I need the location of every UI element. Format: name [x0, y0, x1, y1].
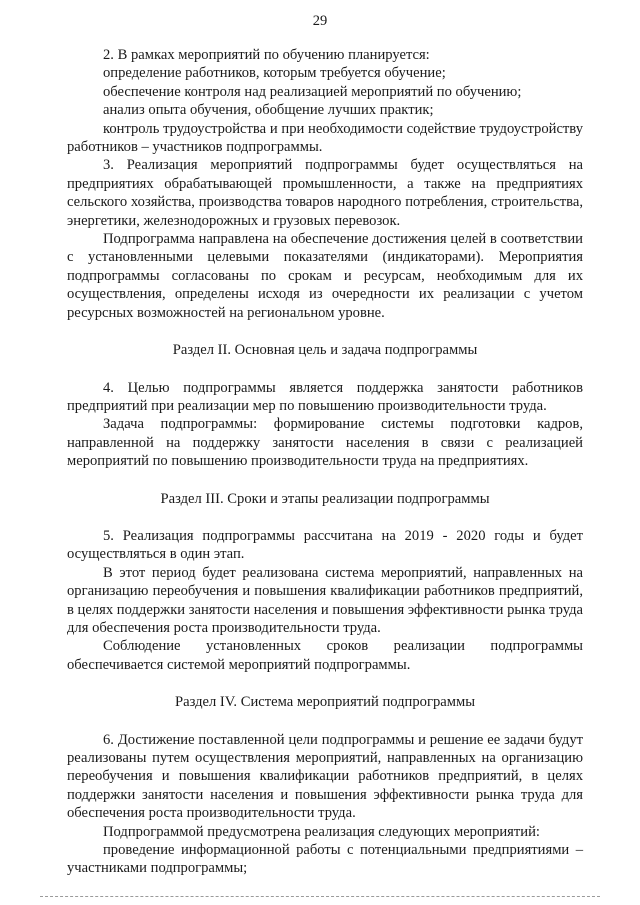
section-heading-ii: Раздел II. Основная цель и задача подпрограммы [172, 342, 478, 359]
paragraph-3: 3. Реализация мероприятий подпрограммы будет осуществляться на предприятиях обрабатывающей промышленности, а также на предприятиях сельского хозяйства, производства товаров народного потребления, строительства, энергетики, железнодорожных и грузовых перевозок. [67, 157, 583, 229]
paragraph: Соблюдение установленных сроков реализации подпрограммы обеспечивается системой мероприятий подпрограммы. [67, 638, 583, 673]
list-item: анализ опыта обучения, обобщение лучших практик; [103, 102, 434, 119]
paragraph-5: 5. Реализация подпрограммы рассчитана на 2019 - 2020 годы и будет осуществляться в один этап. [67, 527, 583, 563]
document-body [67, 46, 583, 878]
footer-divider [40, 896, 600, 897]
page-number: 29 [312, 13, 328, 29]
list-item: проведение информационной работы с потенциальными предприятиями – участниками подпрограммы; [67, 842, 583, 877]
paragraph: Задача подпрограммы: формирование системы подготовки кадров, направленной на поддержку занятости населения в связи с реализацией мероприятий по повышению производительности труда на предприятиях. [67, 416, 583, 470]
paragraph-6: 6. Достижение поставленной цели подпрограммы и решение ее задачи будут реализованы путем осуществления мероприятий, направленных на организацию переобучения и повышения квалификации работников предприятий, в целях поддержки занятости населения и повышения эффективности рынка труда для обеспечения роста производительности труда. [67, 731, 583, 822]
paragraph: В этот период будет реализована система мероприятий, направленных на организацию переобучения и повышения квалификации работников предприятий, в целях поддержки занятости населения и повышения эффективности рынка труда для обеспечения роста производительности труда. [67, 564, 583, 636]
list-item: контроль трудоустройства и при необходимости содействие трудоустройству работников – участников подпрограммы. [67, 120, 583, 156]
list-item: определение работников, которым требуется обучение; [103, 65, 446, 82]
list-item: обеспечение контроля над реализацией мероприятий по обучению; [103, 83, 522, 100]
paragraph: Подпрограмма направлена на обеспечение достижения целей в соответствии с установленными целевыми показателями (индикаторами). Мероприятия подпрограммы согласованы по срокам и ресурсам, необходимым для их осуществления, определены исходя из очередности их реализации с учетом ресурсных возможностей на региональном уровне. [67, 231, 583, 321]
paragraph-2-intro: 2. В рамках мероприятий по обучению планируется: [103, 47, 430, 63]
paragraph: Подпрограммой предусмотрена реализация следующих мероприятий: [103, 823, 540, 840]
paragraph-4: 4. Целью подпрограммы является поддержка занятости работников предприятий при реализации мер по повышению производительности труда. [67, 379, 583, 414]
section-heading-iii: Раздел III. Сроки и этапы реализации подпрограммы [160, 490, 490, 507]
section-heading-iv: Раздел IV. Система мероприятий подпрограммы [174, 694, 475, 711]
